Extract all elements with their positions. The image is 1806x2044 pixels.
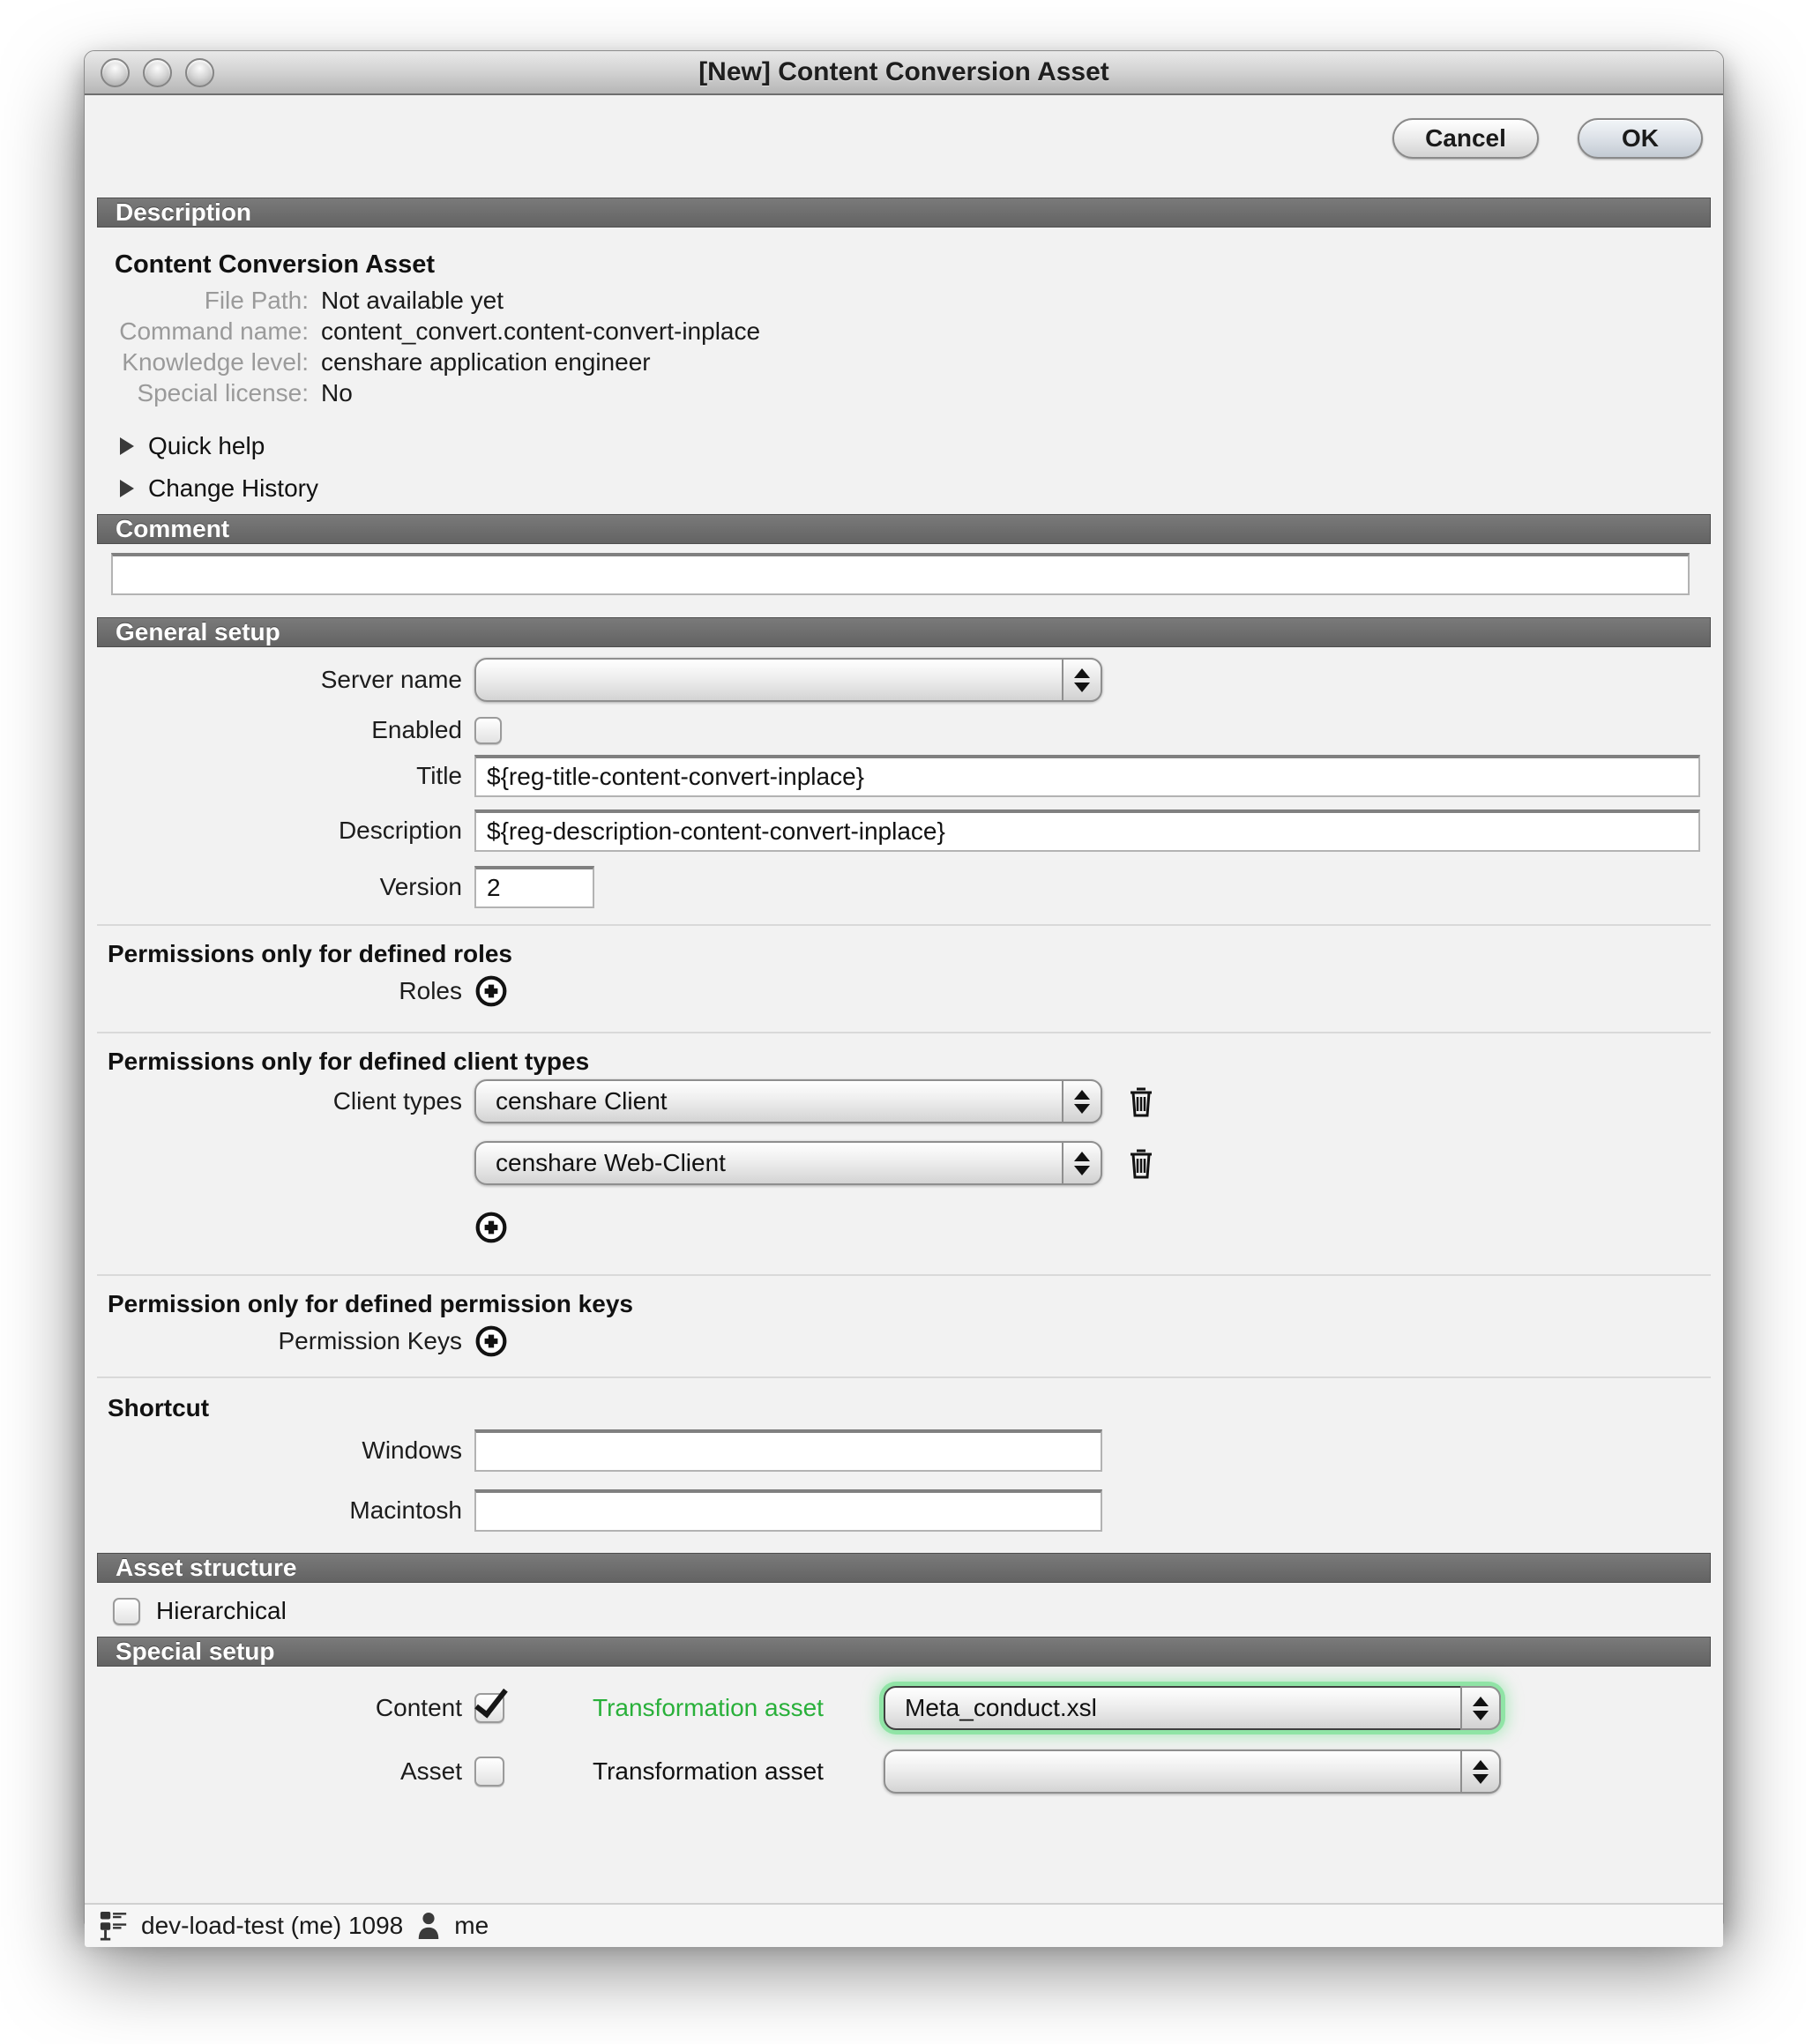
macintosh-label: Macintosh bbox=[349, 1496, 462, 1524]
windows-shortcut-input[interactable] bbox=[474, 1429, 1102, 1472]
client-type-row bbox=[97, 1141, 1711, 1185]
plus-circle-icon bbox=[474, 974, 508, 1008]
client-type-row bbox=[97, 1079, 1711, 1123]
client-type-select[interactable] bbox=[474, 1141, 1102, 1185]
file-path-label: File Path: bbox=[204, 286, 309, 314]
divider bbox=[97, 1376, 1711, 1378]
server-status-text: dev-load-test (me) 1098 bbox=[141, 1912, 404, 1939]
stepper-arrows-icon bbox=[1460, 1749, 1501, 1794]
permission-keys-label: Permission Keys bbox=[278, 1327, 462, 1354]
divider bbox=[97, 924, 1711, 926]
client-type-selected-value: censhare Web-Client bbox=[496, 1149, 726, 1176]
command-name-row bbox=[97, 316, 1711, 347]
stepper-arrows-icon bbox=[1062, 658, 1102, 702]
disclosure-triangle-icon bbox=[120, 480, 134, 497]
server-connection-icon bbox=[99, 1908, 129, 1943]
knowledge-level-value: censhare application engineer bbox=[321, 347, 651, 376]
client-type-selected-value: censhare Client bbox=[496, 1087, 668, 1115]
special-license-label: Special license: bbox=[137, 378, 309, 407]
stepper-arrows-icon bbox=[1062, 1141, 1102, 1185]
add-role-button[interactable] bbox=[474, 974, 508, 1008]
cancel-button[interactable]: Cancel bbox=[1392, 118, 1539, 159]
plus-circle-icon bbox=[474, 1324, 508, 1358]
roles-label: Roles bbox=[399, 977, 462, 1004]
window-controls bbox=[101, 58, 214, 87]
content-transformation-row bbox=[97, 1686, 1711, 1730]
permission-keys-section-heading: Permission only for defined permission keys bbox=[108, 1290, 633, 1317]
content-transformation-select[interactable] bbox=[884, 1686, 1501, 1730]
comment-input[interactable] bbox=[111, 553, 1690, 595]
title-row bbox=[97, 755, 1711, 797]
server-name-row bbox=[97, 658, 1711, 702]
plus-circle-icon bbox=[474, 1211, 508, 1244]
special-setup-section-header: Special setup bbox=[97, 1637, 1711, 1667]
knowledge-level-row bbox=[97, 347, 1711, 377]
client-type-select[interactable] bbox=[474, 1079, 1102, 1123]
action-buttons bbox=[97, 118, 1703, 159]
general-setup-section-header: General setup bbox=[97, 617, 1711, 647]
divider bbox=[97, 1032, 1711, 1033]
client-types-section-heading: Permissions only for defined client types bbox=[108, 1048, 590, 1075]
description-row bbox=[97, 809, 1711, 852]
file-path-value: Not available yet bbox=[321, 286, 504, 314]
macintosh-shortcut-input[interactable] bbox=[474, 1489, 1102, 1532]
knowledge-level-label: Knowledge level: bbox=[122, 347, 309, 376]
asset-transformation-select[interactable] bbox=[884, 1749, 1501, 1794]
asset-type-title: Content Conversion Asset bbox=[115, 250, 436, 279]
command-name-value: content_convert.content-convert-inplace bbox=[321, 317, 761, 345]
roles-row bbox=[97, 972, 1711, 1011]
asset-label: Asset bbox=[399, 1757, 462, 1785]
asset-transformation-row bbox=[97, 1749, 1711, 1794]
command-name-label: Command name: bbox=[119, 317, 309, 345]
add-client-type-button[interactable] bbox=[474, 1211, 508, 1244]
user-icon bbox=[415, 1911, 442, 1941]
roles-section-heading: Permissions only for defined roles bbox=[108, 940, 513, 967]
stepper-arrows-icon bbox=[1460, 1686, 1501, 1730]
title-label: Title bbox=[416, 762, 462, 789]
hierarchical-label: Hierarchical bbox=[156, 1597, 287, 1624]
server-name-label: Server name bbox=[320, 666, 462, 693]
enabled-row bbox=[97, 716, 1711, 744]
macintosh-shortcut-row bbox=[97, 1489, 1711, 1532]
version-row bbox=[97, 866, 1711, 908]
delete-client-type-button[interactable] bbox=[1127, 1146, 1155, 1180]
content-transformation-label: Transformation asset bbox=[593, 1694, 824, 1721]
disclosure-triangle-icon bbox=[120, 437, 134, 455]
asset-structure-section-header: Asset structure bbox=[97, 1553, 1711, 1583]
content-label: Content bbox=[375, 1694, 462, 1721]
zoom-window-icon[interactable] bbox=[185, 58, 214, 87]
server-name-select[interactable] bbox=[474, 658, 1102, 702]
add-client-type-row bbox=[97, 1210, 1711, 1245]
status-bar bbox=[85, 1903, 1723, 1947]
permission-keys-row bbox=[97, 1322, 1711, 1361]
trash-icon bbox=[1127, 1146, 1155, 1180]
hierarchical-checkbox[interactable] bbox=[113, 1598, 140, 1625]
description-input[interactable] bbox=[474, 809, 1700, 852]
shortcut-section-heading: Shortcut bbox=[108, 1394, 210, 1421]
windows-label: Windows bbox=[362, 1436, 462, 1464]
content-transformation-selected-value: Meta_conduct.xsl bbox=[905, 1694, 1097, 1721]
description-section-header: Description bbox=[97, 198, 1711, 228]
add-permission-key-button[interactable] bbox=[474, 1324, 508, 1358]
windows-shortcut-row bbox=[97, 1429, 1711, 1472]
delete-client-type-button[interactable] bbox=[1127, 1085, 1155, 1118]
enabled-checkbox[interactable] bbox=[474, 717, 502, 744]
special-license-row bbox=[97, 377, 1711, 408]
asset-checkbox[interactable] bbox=[474, 1757, 504, 1787]
close-window-icon[interactable] bbox=[101, 58, 130, 87]
description-label: Description bbox=[338, 817, 462, 844]
client-types-label: Client types bbox=[332, 1087, 462, 1115]
title-input[interactable] bbox=[474, 755, 1700, 797]
dialog-content bbox=[85, 118, 1723, 1947]
titlebar[interactable] bbox=[85, 51, 1723, 95]
description-fields bbox=[97, 285, 1711, 408]
change-history-disclosure[interactable] bbox=[120, 475, 1711, 502]
version-input[interactable] bbox=[474, 866, 594, 908]
comment-section-header: Comment bbox=[97, 514, 1711, 544]
asset-transformation-label: Transformation asset bbox=[593, 1757, 824, 1785]
ok-button[interactable]: OK bbox=[1578, 118, 1703, 159]
content-checkbox[interactable] bbox=[474, 1693, 504, 1723]
trash-icon bbox=[1127, 1085, 1155, 1118]
special-license-value: No bbox=[321, 378, 353, 407]
change-history-label: Change History bbox=[148, 474, 318, 502]
version-label: Version bbox=[379, 873, 462, 900]
file-path-row bbox=[97, 285, 1711, 316]
hierarchical-row bbox=[113, 1597, 1711, 1625]
stepper-arrows-icon bbox=[1062, 1079, 1102, 1123]
quick-help-disclosure[interactable] bbox=[120, 433, 1711, 459]
enabled-label: Enabled bbox=[371, 716, 462, 743]
user-status-text: me bbox=[454, 1912, 489, 1939]
window-title: [New] Content Conversion Asset bbox=[698, 57, 1109, 86]
divider bbox=[97, 1274, 1711, 1276]
dialog-window bbox=[84, 50, 1724, 1939]
quick-help-label: Quick help bbox=[148, 432, 265, 459]
minimize-window-icon[interactable] bbox=[143, 58, 172, 87]
